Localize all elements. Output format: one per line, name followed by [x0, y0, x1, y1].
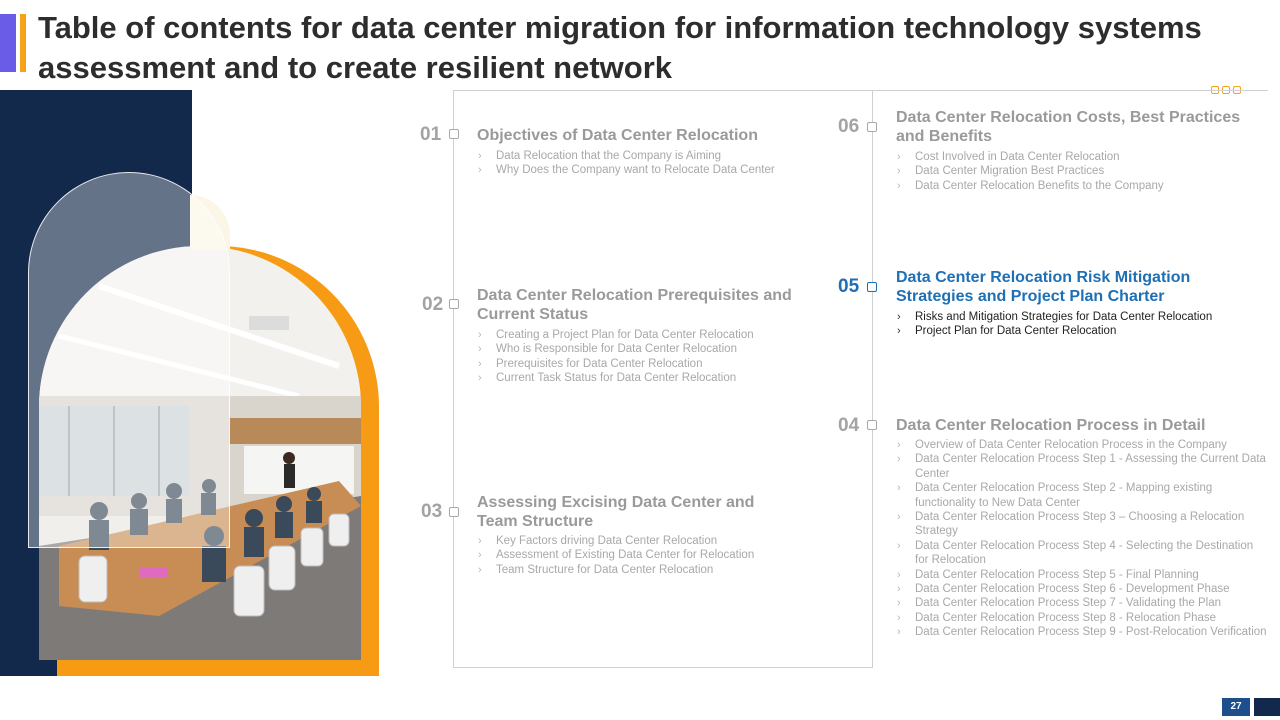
section-title: Assessing Excising Data Center and Team Structure	[477, 494, 755, 530]
list-item: › Data Center Relocation Process Step 3 – Choosing a Relocation Strategy	[897, 511, 1245, 538]
list-item: › Data Center Relocation Process Step 7 - Validating the Plan	[897, 597, 1221, 610]
section-title: Data Center Relocation Risk Mitigation Strategies and Project Plan Charter	[896, 269, 1191, 305]
chevron-right-icon: ›	[478, 549, 482, 562]
chevron-right-icon: ›	[897, 151, 901, 163]
title-accent-bar-purple	[0, 14, 16, 72]
chevron-right-icon: ›	[897, 165, 901, 178]
list-item: › Overview of Data Center Relocation Process in the Company	[897, 439, 1227, 451]
title-accent-bar-orange	[20, 14, 26, 72]
chevron-right-icon: ›	[897, 179, 901, 192]
list-item: › Data Center Relocation Process Step 6 - Development Phase	[897, 583, 1230, 596]
chevron-right-icon: ›	[478, 372, 482, 385]
list-item: › Data Center Relocation Process Step 8 - Relocation Phase	[897, 611, 1217, 624]
list-item: › Data Relocation that the Company is Aiming	[478, 150, 722, 162]
bullet-square-icon	[449, 129, 459, 139]
list-item: › Team Structure for Data Center Relocation	[478, 563, 714, 576]
list-item: › Project Plan for Data Center Relocation	[897, 325, 1117, 338]
section-number: 05	[838, 276, 860, 297]
bullet-square-icon	[867, 282, 877, 292]
chevron-right-icon: ›	[478, 343, 482, 356]
list-item: › Data Center Relocation Process Step 2 - Mapping existing functionality to New Data Center	[897, 482, 1213, 509]
section-title: Data Center Relocation Process in Detail	[896, 417, 1206, 434]
chevron-right-icon: ›	[478, 164, 482, 177]
list-item: › Assessment of Existing Data Center for Relocation	[478, 549, 755, 562]
chevron-right-icon: ›	[478, 329, 482, 341]
list-item: › Risks and Mitigation Strategies for Data Center Relocation	[897, 311, 1213, 323]
bullet-square-icon	[449, 507, 459, 517]
chevron-right-icon: ›	[897, 453, 901, 466]
list-item: › Who is Responsible for Data Center Relocation	[478, 343, 737, 356]
chevron-right-icon: ›	[897, 539, 901, 552]
chevron-right-icon: ›	[478, 563, 482, 576]
list-item: › Data Center Relocation Process Step 4 - Selecting the Destination for Relocation	[897, 539, 1254, 567]
bullet-square-icon	[867, 420, 877, 430]
chevron-right-icon: ›	[897, 325, 901, 338]
chevron-right-icon: ›	[897, 311, 901, 323]
bullet-square-icon	[867, 122, 877, 132]
toc-frame-top-right	[872, 90, 1268, 91]
chevron-right-icon: ›	[897, 568, 901, 581]
chevron-right-icon: ›	[897, 583, 901, 596]
page-corner-bar	[1254, 698, 1280, 716]
chevron-right-icon: ›	[897, 597, 901, 610]
chevron-right-icon: ›	[478, 357, 482, 370]
page-number-badge: 27	[1222, 698, 1250, 716]
list-item: › Why Does the Company want to Relocate Data Center	[478, 164, 775, 177]
list-item: › Prerequisites for Data Center Relocation	[478, 357, 703, 370]
chevron-right-icon: ›	[897, 611, 901, 624]
list-item: › Data Center Migration Best Practices	[897, 165, 1105, 178]
list-item: › Current Task Status for Data Center Relocation	[478, 372, 737, 385]
list-item: › Data Center Relocation Process Step 5 - Final Planning	[897, 568, 1199, 581]
section-title: Objectives of Data Center Relocation	[477, 127, 758, 144]
chevron-right-icon: ›	[478, 150, 482, 162]
chevron-right-icon: ›	[897, 626, 901, 639]
translucent-arch-overlay	[28, 172, 230, 548]
section-title: Data Center Relocation Prerequisites and Current Status	[477, 287, 792, 323]
chevron-right-icon: ›	[897, 482, 901, 495]
section-number: 03	[421, 501, 443, 522]
section-number: 02	[422, 294, 444, 315]
bullet-square-icon	[449, 299, 459, 309]
section-number: 06	[838, 116, 860, 137]
page-title: Table of contents for data center migration for information technology systems assessment and to create resilient network	[38, 10, 1202, 85]
list-item: › Key Factors driving Data Center Relocation	[478, 535, 718, 547]
chevron-right-icon: ›	[897, 439, 901, 451]
chevron-right-icon: ›	[478, 535, 482, 547]
list-item: › Data Center Relocation Process Step 9 - Post-Relocation Verification	[897, 626, 1267, 639]
chevron-right-icon: ›	[897, 511, 901, 524]
section-number: 04	[838, 415, 860, 436]
section-number: 01	[420, 124, 442, 145]
list-item: › Creating a Project Plan for Data Center Relocation	[478, 329, 754, 341]
list-item: › Cost Involved in Data Center Relocation	[897, 151, 1120, 163]
list-item: › Data Center Relocation Process Step 1 - Assessing the Current Data Center	[897, 453, 1266, 480]
list-item: › Data Center Relocation Benefits to the Company	[897, 179, 1164, 192]
section-title: Data Center Relocation Costs, Best Practices and Benefits	[896, 109, 1241, 145]
